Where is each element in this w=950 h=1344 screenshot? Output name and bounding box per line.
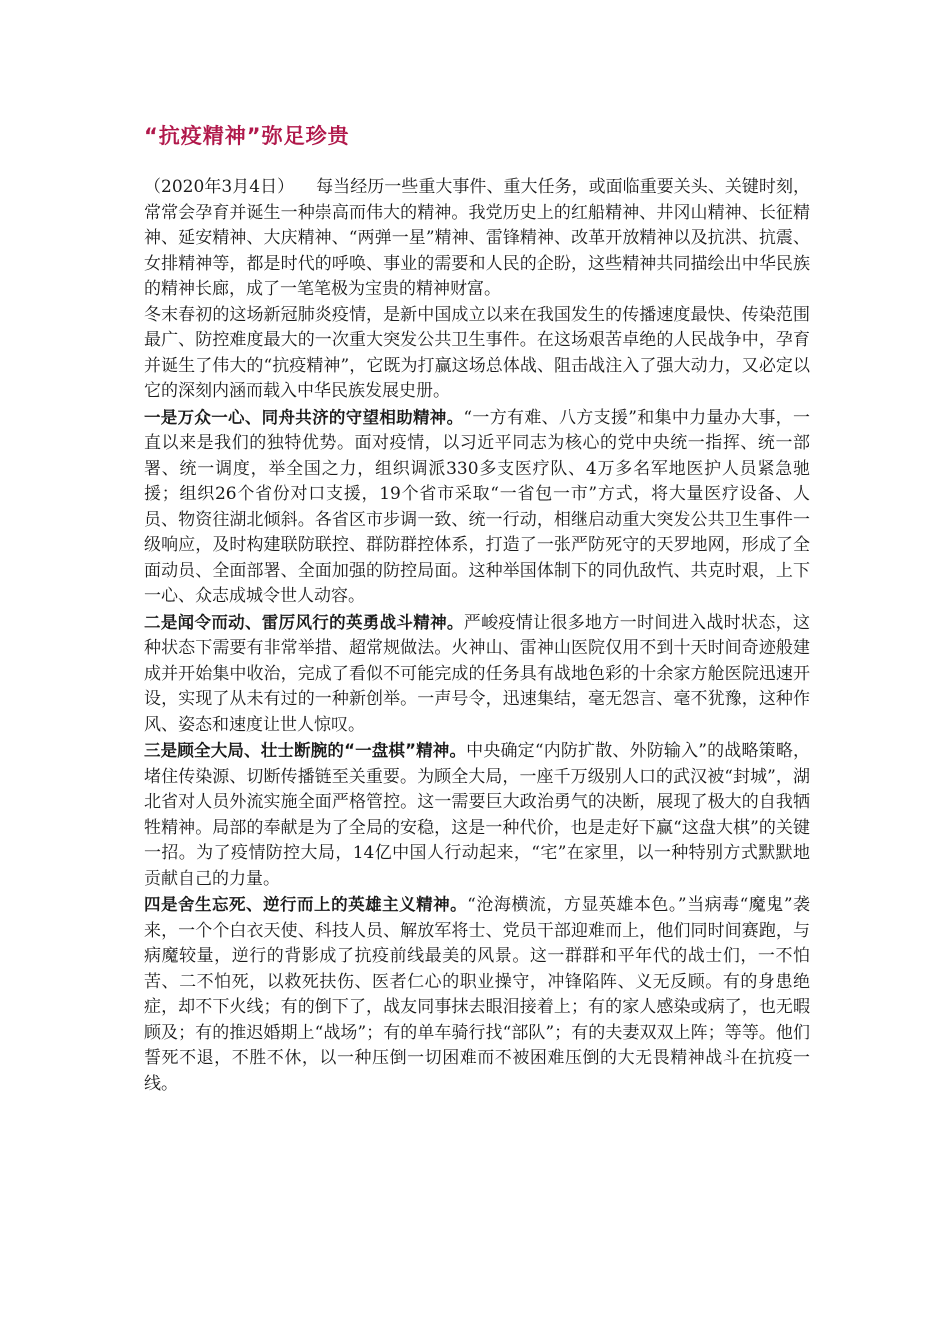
- paragraph-text: “一方有难、八方支援”和集中力量办大事，一直以来是我们的独特优势。面对疫情，以习近平同志为核心的党中央统一指挥、统一部署、统一调度，举全国之力，组织调派330多支医疗队、4万多名军地医护人员紧急驰援；组织26个省份对口支援，19个省市采取“一省包一市”方式，将大量医疗设备、人员、物资往湖北倾斜。各省区市步调一致、统一行动，相继启动重大突发公共卫生事件一级响应，及时构建联防联控、群防群控体系，打造了一张严防死守的天罗地网，形成了全面动员、全面部署、全面加强的防控局面。这种举国体制下的同仇敌忾、共克时艰，上下一心、众志成城令世人动容。: [144, 407, 810, 606]
- paragraph-lead: 二是闻令而动、雷厉风行的英勇战斗精神。: [144, 612, 464, 632]
- paragraph-lead: 三是顾全大局、壮士断腕的“一盘棋”精神。: [144, 741, 467, 760]
- paragraph-text: 每当经历一些重大事件、重大任务，或面临重要关头、关键时刻，常常会孕育并诞生一种崇高而伟大的精神。我党历史上的红船精神、井冈山精神、长征精神、延安精神、大庆精神、“两弹一星”精神、雷锋精神、改革开放精神以及抗洪、抗震、女排精神等，都是时代的呼唤、事业的需要和人民的企盼，这些精神共同描绘出中华民族的精神长廊，成了一笔笔极为宝贵的精神财富。: [144, 177, 810, 299]
- paragraph-background: [144, 303, 810, 405]
- paragraph-point-1: [144, 405, 810, 610]
- paragraph-point-3: [144, 738, 810, 892]
- paragraph-intro: [144, 175, 810, 303]
- article-date: （2020年3月4日）: [144, 177, 295, 197]
- paragraph-lead: 四是舍生忘死、逆行而上的英雄主义精神。: [144, 895, 468, 914]
- paragraph-point-2: [144, 610, 810, 739]
- paragraph-text: 冬末春初的这场新冠肺炎疫情，是新中国成立以来在我国发生的传播速度最快、传染范围最广、防控难度最大的一次重大突发公共卫生事件。在这场艰苦卓绝的人民战争中，孕育并诞生了伟大的“抗疫精神”，它既为打赢这场总体战、阻击战注入了强大动力，又必定以它的深刻内涵而载入中华民族发展史册。: [144, 304, 810, 401]
- paragraph-text: 中央确定“内防扩散、外防输入”的战略策略，堵住传染源、切断传播链至关重要。为顾全大局，一座千万级别人口的武汉被“封城”，湖北省对人员外流实施全面严格管控。这一需要巨大政治勇气的决断，展现了极大的自我牺牲精神。局部的奉献是为了全局的安稳，这是一种代价，也是走好下赢“这盘大棋”的关键一招。为了疫情防控大局，14亿中国人行动起来，“宅”在家里，以一种特别方式默默地贡献自己的力量。: [144, 741, 810, 889]
- paragraph-text: 严峻疫情让很多地方一时间进入战时状态，这种状态下需要有非常举措、超常规做法。火神山、雷神山医院仅用不到十天时间奇迹般建成并开始集中收治，完成了看似不可能完成的任务具有战地色彩的十余家方舱医院迅速开设，实现了从未有过的一种新创举。一声号令，迅速集结，毫无怨言、毫不犹豫，这种作风、姿态和速度让世人惊叹。: [144, 612, 810, 735]
- paragraph-point-4: [144, 892, 810, 1097]
- article-title: “抗疫精神”弥足珍贵: [144, 124, 350, 148]
- article-body: [144, 175, 810, 1097]
- paragraph-lead: 一是万众一心、同舟共济的守望相助精神。: [144, 407, 464, 427]
- paragraph-text: “沧海横流，方显英雄本色。”当病毒“魔鬼”袭来，一个个白衣天使、科技人员、解放军将士、党员干部迎难而上，他们同时间赛跑，与病魔较量，逆行的背影成了抗疫前线最美的风景。这一群群和平年代的战士们，一不怕苦、二不怕死，以救死扶伤、医者仁心的职业操守，冲锋陷阵、义无反顾。有的身患绝症，却不下火线；有的倒下了，战友同事抹去眼泪接着上；有的家人感染或病了，也无暇顾及；有的推迟婚期上“战场”；有的单车骑行找“部队”；有的夫妻双双上阵；等等。他们誓死不退，不胜不休，以一种压倒一切困难而不被困难压倒的大无畏精神战斗在抗疫一线。: [144, 895, 811, 1094]
